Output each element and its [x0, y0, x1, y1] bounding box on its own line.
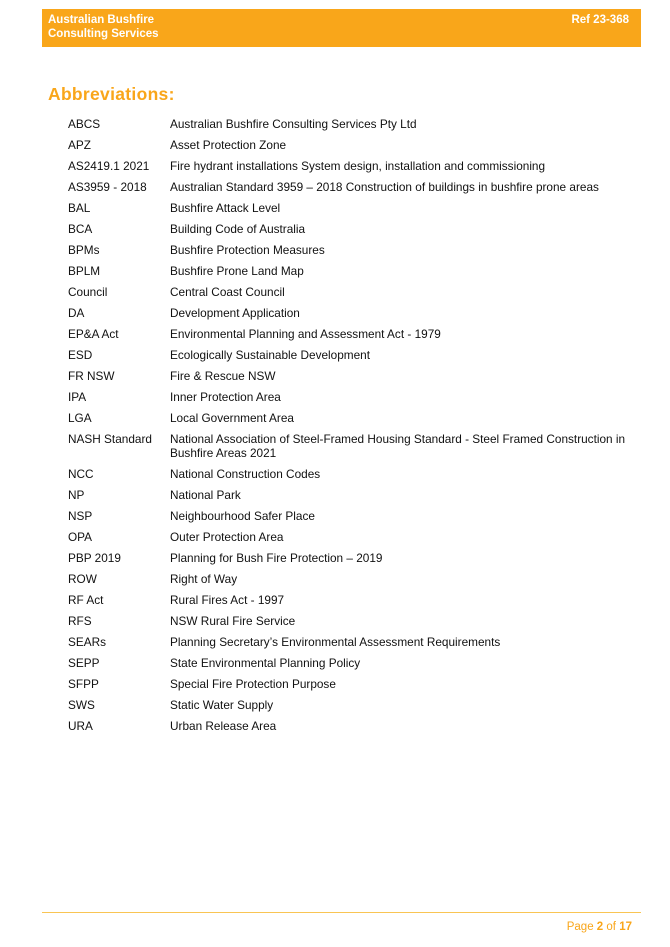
abbreviation-term: PBP 2019 — [68, 551, 121, 565]
header-bar — [42, 9, 641, 47]
abbreviation-definition: Fire & Rescue NSW — [170, 369, 276, 383]
abbreviation-row — [68, 432, 638, 460]
abbreviation-term: DA — [68, 306, 85, 320]
abbreviation-row — [68, 677, 638, 691]
abbreviation-row — [68, 348, 638, 362]
abbreviation-row — [68, 138, 638, 152]
abbreviation-row — [68, 509, 638, 523]
abbreviation-term: Council — [68, 285, 108, 299]
abbreviation-definition: Australian Standard 3959 – 2018 Construction of buildings in bushfire prone areas — [170, 180, 599, 194]
abbreviation-term: EP&A Act — [68, 327, 119, 341]
abbreviation-row — [68, 201, 638, 215]
abbreviation-term: IPA — [68, 390, 87, 404]
reference-number: Ref 23-368 — [571, 14, 629, 26]
page-current: 2 — [596, 921, 604, 933]
abbreviation-term: NCC — [68, 467, 94, 481]
abbreviation-definition: Australian Bushfire Consulting Services Pty Ltd — [170, 117, 417, 131]
abbreviation-row — [68, 411, 638, 425]
abbreviation-term: ESD — [68, 348, 93, 362]
abbreviation-definition: Bushfire Protection Measures — [170, 243, 325, 257]
abbreviation-term: BPLM — [68, 264, 101, 278]
abbreviation-term: SEARs — [68, 635, 107, 649]
abbreviation-row — [68, 306, 638, 320]
abbreviation-row — [68, 635, 638, 649]
abbreviation-term: SEPP — [68, 656, 100, 670]
abbreviations-table — [68, 117, 638, 740]
abbreviation-definition: Neighbourhood Safer Place — [170, 509, 315, 523]
abbreviation-term: RFS — [68, 614, 92, 628]
abbreviation-row — [68, 593, 638, 607]
abbreviation-term: NASH Standard — [68, 432, 152, 446]
page-of-label: of — [606, 921, 616, 933]
abbreviation-row — [68, 719, 638, 733]
abbreviation-definition: Right of Way — [170, 572, 238, 586]
abbreviation-definition: National Construction Codes — [170, 467, 321, 481]
abbreviation-row — [68, 614, 638, 628]
abbreviation-definition: Environmental Planning and Assessment Act - 1979 — [170, 327, 441, 341]
abbreviation-definition: Static Water Supply — [170, 698, 274, 712]
abbreviation-term: AS2419.1 2021 — [68, 159, 150, 173]
abbreviation-row — [68, 572, 638, 586]
abbreviation-row — [68, 243, 638, 257]
abbreviation-definition: Ecologically Sustainable Development — [170, 348, 371, 362]
abbreviation-definition: Outer Protection Area — [170, 530, 284, 544]
page-footer — [567, 921, 632, 933]
abbreviation-definition: Special Fire Protection Purpose — [170, 677, 336, 691]
abbreviation-term: RF Act — [68, 593, 104, 607]
abbreviation-row — [68, 264, 638, 278]
abbreviation-row — [68, 369, 638, 383]
abbreviation-definition: National Association of Steel-Framed Housing Standard - Steel Framed Construction in Bushfire Areas 2021 — [170, 432, 626, 460]
abbreviation-term: BCA — [68, 222, 93, 236]
abbreviation-definition: Fire hydrant installations System design, installation and commissioning — [170, 159, 546, 173]
abbreviation-definition: Asset Protection Zone — [170, 138, 287, 152]
abbreviation-row — [68, 222, 638, 236]
abbreviation-definition: Building Code of Australia — [170, 222, 306, 236]
abbreviation-term: BAL — [68, 201, 91, 215]
abbreviation-definition: Inner Protection Area — [170, 390, 281, 404]
abbreviation-definition: Urban Release Area — [170, 719, 277, 733]
abbreviation-definition: Planning Secretary’s Environmental Assessment Requirements — [170, 635, 501, 649]
abbreviation-definition: Bushfire Attack Level — [170, 201, 281, 215]
abbreviation-term: AS3959 - 2018 — [68, 180, 147, 194]
abbreviation-row — [68, 159, 638, 173]
abbreviation-term: OPA — [68, 530, 93, 544]
abbreviation-definition: Rural Fires Act - 1997 — [170, 593, 285, 607]
abbreviation-row — [68, 698, 638, 712]
abbreviation-definition: Local Government Area — [170, 411, 294, 425]
abbreviation-term: NP — [68, 488, 85, 502]
abbreviation-definition: Development Application — [170, 306, 300, 320]
abbreviation-row — [68, 656, 638, 670]
abbreviation-term: LGA — [68, 411, 92, 425]
abbreviation-term: NSP — [68, 509, 93, 523]
abbreviation-term: URA — [68, 719, 93, 733]
abbreviation-row — [68, 530, 638, 544]
abbreviation-row — [68, 327, 638, 341]
abbreviation-term: ROW — [68, 572, 97, 586]
footer-divider — [42, 912, 641, 913]
abbreviation-definition: NSW Rural Fire Service — [170, 614, 296, 628]
abbreviation-row — [68, 285, 638, 299]
abbreviation-definition: Bushfire Prone Land Map — [170, 264, 304, 278]
company-name: Australian Bushfire Consulting Services — [48, 14, 159, 40]
abbreviation-definition: Planning for Bush Fire Protection – 2019 — [170, 551, 383, 565]
page-title: Abbreviations: — [48, 84, 175, 104]
abbreviation-term: BPMs — [68, 243, 100, 257]
abbreviation-term: ABCS — [68, 117, 101, 131]
abbreviation-row — [68, 390, 638, 404]
abbreviation-definition: Central Coast Council — [170, 285, 285, 299]
page-label: Page — [566, 921, 594, 933]
abbreviation-row — [68, 551, 638, 565]
abbreviation-definition: State Environmental Planning Policy — [170, 656, 361, 670]
abbreviation-row — [68, 467, 638, 481]
abbreviation-row — [68, 488, 638, 502]
abbreviation-row — [68, 117, 638, 131]
abbreviation-term: APZ — [68, 138, 91, 152]
page-total: 17 — [619, 921, 632, 933]
abbreviation-row — [68, 180, 638, 194]
abbreviation-term: SWS — [68, 698, 95, 712]
abbreviation-definition: National Park — [170, 488, 241, 502]
abbreviation-term: SFPP — [68, 677, 99, 691]
abbreviation-term: FR NSW — [68, 369, 115, 383]
